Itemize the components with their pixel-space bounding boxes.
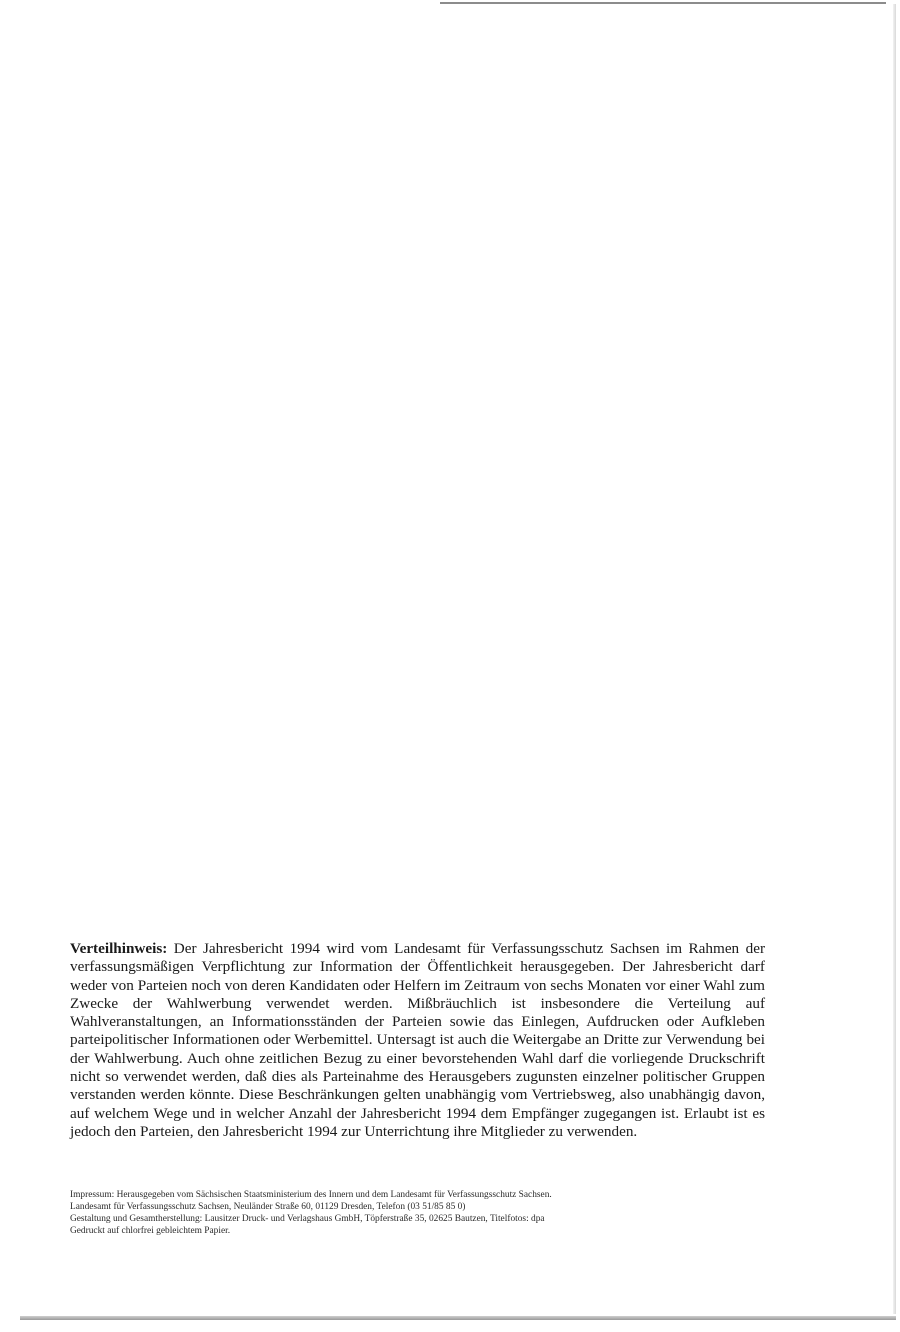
imprint-address: Landesamt für Verfassungsschutz Sachsen, Neuländer Straße 60, 01129 Dresden, Telefon (03 51/85 85 0) — [70, 1202, 466, 1212]
distribution-notice-text: Der Jahresbericht 1994 wird vom Landesamt für Verfassungsschutz Sachsen im Rahmen der verfassungsmäßigen Verpflichtung zur Information der Öffentlichkeit herausgegeben. Der Jahresbericht darf weder von Parteien noch von deren Kandidaten oder Helfern im Zeitraum von sechs Monaten vor einer Wahl zum Zwecke der Wahlwerbung verwendet werden. Mißbräuchlich ist insbesondere die Verteilung auf Wahlveranstaltungen, an Informationsständen der Parteien sowie das Einlegen, Aufdrucken oder Aufkleben parteipolitischer Informationen oder Werbemittel. Untersagt ist auch die Weitergabe an Dritte zur Verwendung bei der Wahlwerbung. Auch ohne zeitlichen Bezug zu einer bevorstehenden Wahl darf die vorliegende Druckschrift nicht so verwendet werden, daß dies als Parteinahme des Herausgebers zugunsten einzelner politischer Gruppen verstanden werden könnte. Diese Beschränkungen gelten unabhängig vom Vertriebsweg, also unabhängig davon, auf welchem Wege und in welcher Anzahl der Jahresbericht 1994 dem Empfänger zugegangen ist. Erlaubt ist es jedoch den Parteien, den Jahresbericht 1994 zur Unterrichtung ihre Mitglieder zu verwenden. — [70, 940, 766, 1140]
scan-edge-bottom — [20, 1316, 896, 1320]
scan-edge-top — [440, 2, 886, 4]
imprint-production: Gestaltung und Gesamtherstellung: Lausitzer Druck- und Verlagshaus GmbH, Töpferstraße 35, 02625 Bautzen, Titelfotos: dpa — [70, 1214, 545, 1224]
imprint — [70, 1189, 770, 1237]
imprint-publisher: Impressum: Herausgegeben vom Sächsischen Staatsministerium des Innern und dem Landesamt für Verfassungsschutz Sachsen. — [70, 1190, 552, 1200]
scan-edge-right — [893, 4, 896, 1314]
distribution-notice — [70, 940, 765, 1141]
imprint-paper: Gedruckt auf chlorfrei gebleichtem Papier. — [70, 1226, 231, 1236]
distribution-notice-label: Verteilhinweis: — [70, 940, 168, 957]
